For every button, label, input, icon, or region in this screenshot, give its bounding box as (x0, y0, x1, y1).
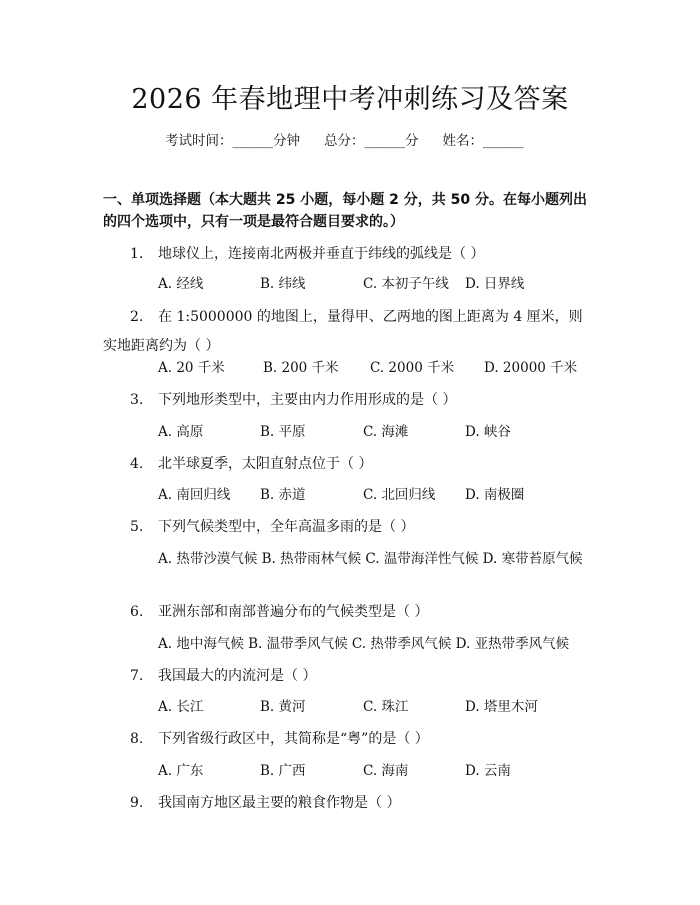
exam-meta (165, 131, 524, 151)
question-number: 5. (130, 519, 144, 535)
option-c: C. 海南 (363, 763, 409, 779)
question-4 (103, 450, 596, 479)
option-d: D. 日界线 (465, 276, 525, 292)
question-stem: 亚洲东部和南部普遍分布的气候类型是（ ） (158, 604, 429, 620)
option-d: D. 南极圈 (465, 487, 525, 503)
section-heading: 一、单项选择题（本大题共 25 小题，每小题 2 分，共 50 分。在每小题列出的四个选项中，只有一项是最符合题目要求的。） (103, 192, 587, 230)
student-name-field: 姓名：______ (442, 133, 524, 149)
question-5-options: A. 热带沙漠气候 B. 热带雨林气候 C. 温带海洋性气候 D. 寒带苔原气候 (158, 551, 583, 567)
question-3 (103, 386, 596, 415)
page-title: 2026 年春地理中考冲刺练习及答案 (131, 84, 569, 115)
question-stem: 地球仪上，连接南北两极并垂直于纬线的弧线是（ ） (158, 246, 485, 262)
question-1 (103, 240, 596, 269)
option-c: C. 北回归线 (363, 487, 436, 503)
question-6-options: A. 地中海气候 B. 温带季风气候 C. 热带季风气候 D. 亚热带季风气候 (158, 636, 570, 652)
option-c: C. 海滩 (363, 424, 409, 440)
option-c: C. 本初子午线 (363, 276, 449, 292)
option-b: B. 纬线 (260, 276, 306, 292)
question-number: 1. (130, 246, 144, 262)
question-2 (103, 303, 596, 361)
question-6 (103, 598, 596, 627)
option-b: B. 200 千米 (263, 360, 339, 376)
option-b: B. 赤道 (260, 487, 306, 503)
option-b: B. 黄河 (260, 699, 306, 715)
question-stem: 在 1:5000000 的地图上，量得甲、乙两地的图上距离为 4 厘米，则实地距离约为（ ） (103, 309, 583, 354)
option-b: B. 平原 (260, 424, 306, 440)
question-number: 8. (130, 731, 144, 747)
option-d: D. 峡谷 (465, 424, 511, 440)
question-8 (103, 725, 596, 754)
option-a: A. 经线 (158, 276, 204, 292)
option-c: C. 2000 千米 (370, 360, 455, 376)
option-a: A. 20 千米 (158, 360, 225, 376)
question-stem: 我国最大的内流河是（ ） (158, 668, 317, 684)
option-b: B. 广西 (260, 763, 306, 779)
question-5 (103, 513, 596, 542)
question-stem: 我国南方地区最主要的粮食作物是（ ） (158, 795, 401, 811)
question-number: 3. (130, 392, 144, 408)
option-d: D. 20000 千米 (484, 360, 578, 376)
option-a: A. 广东 (158, 763, 204, 779)
question-stem: 下列省级行政区中，其简称是“粤”的是（ ） (158, 731, 429, 747)
question-number: 7. (130, 668, 144, 684)
option-d: D. 云南 (465, 763, 511, 779)
question-number: 4. (130, 456, 144, 472)
option-a: A. 高原 (158, 424, 204, 440)
exam-time-field: 考试时间：______分钟 (165, 133, 300, 149)
total-score-field: 总分：______分 (324, 133, 419, 149)
question-stem: 下列地形类型中，主要由内力作用形成的是（ ） (158, 392, 457, 408)
option-a: A. 南回归线 (158, 487, 231, 503)
option-d: D. 塔里木河 (465, 699, 538, 715)
question-7 (103, 662, 596, 691)
question-number: 6. (130, 604, 144, 620)
option-a: A. 长江 (158, 699, 204, 715)
question-stem: 北半球夏季，太阳直射点位于（ ） (158, 456, 373, 472)
question-number: 2. (130, 309, 144, 325)
question-9 (103, 789, 596, 818)
option-c: C. 珠江 (363, 699, 409, 715)
question-number: 9. (130, 795, 144, 811)
question-stem: 下列气候类型中，全年高温多雨的是（ ） (158, 519, 415, 535)
